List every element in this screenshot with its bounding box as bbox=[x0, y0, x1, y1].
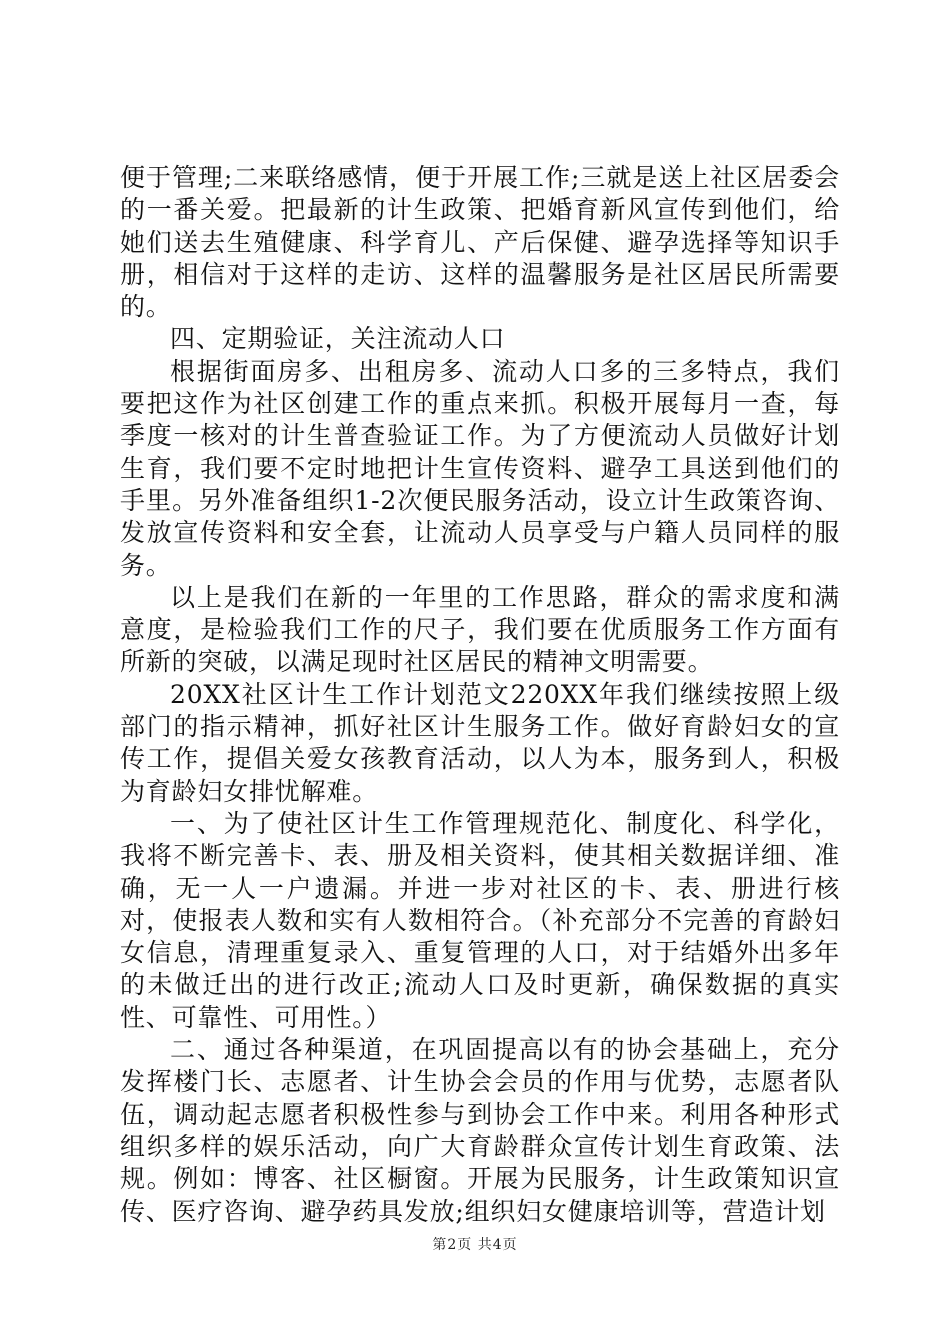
paragraph-item-1: 一、为了使社区计生工作管理规范化、制度化、科学化，我将不断完善卡、表、册及相关资料，使其相关数据详细、准确，无一人一户遗漏。并进一步对社区的卡、表、册进行核对，使报表人数和实有人数相符合。（补充部分不完善的育龄妇女信息，清理重复录入、重复管理的人口，对于结婚外出多年的未做迁出的进行改正;流动人口及时更新，确保数据的真实性、可靠性、可用性。） bbox=[120, 808, 840, 1032]
section-heading-4: 四、定期验证，关注流动人口 bbox=[170, 324, 506, 354]
paragraph-summary: 以上是我们在新的一年里的工作思路，群众的需求度和满意度，是检验我们工作的尺子，我们要在优质服务工作方面有所新的突破，以满足现时社区居民的精神文明需要。 bbox=[120, 582, 840, 677]
page-footer: 第2页 共4页 bbox=[432, 1237, 518, 1253]
document-body bbox=[120, 162, 840, 1228]
paragraph-plan-intro: 20XX社区计生工作计划范文220XX年我们继续按照上级部门的指示精神，抓好社区计生服务工作。做好育龄妇女的宣传工作，提倡关爱女孩教育活动，以人为本，服务到人，积极为育龄妇女排忧解难。 bbox=[120, 679, 840, 806]
paragraph-continuation: 便于管理;二来联络感情，便于开展工作;三就是送上社区居委会的一番关爱。把最新的计生政策、把婚育新风宣传到他们，给她们送去生殖健康、科学育儿、产后保健、避孕选择等知识手册，相信对于这样的走访、这样的温馨服务是社区居民所需要的。 bbox=[120, 163, 840, 322]
paragraph-floating-population: 根据街面房多、出租房多、流动人口多的三多特点，我们要把这作为社区创建工作的重点来抓。积极开展每月一查，每季度一核对的计生普查验证工作。为了方便流动人员做好计划生育，我们要不定时地把计生宣传资料、避孕工具送到他们的手里。另外准备组织1-2次便民服务活动，设立计生政策咨询、发放宣传资料和安全套，让流动人员享受与户籍人员同样的服务。 bbox=[120, 356, 840, 580]
paragraph-item-2: 二、通过各种渠道，在巩固提高以有的协会基础上，充分发挥楼门长、志愿者、计生协会会员的作用与优势，志愿者队伍，调动起志愿者积极性参与到协会工作中来。利用各种形式组织多样的娱乐活动，向广大育龄群众宣传计划生育政策、法规。例如：博客、社区橱窗。开展为民服务，计生政策知识宣传、医疗咨询、避孕药具发放;组织妇女健康培训等，营造计划 bbox=[120, 1035, 840, 1226]
